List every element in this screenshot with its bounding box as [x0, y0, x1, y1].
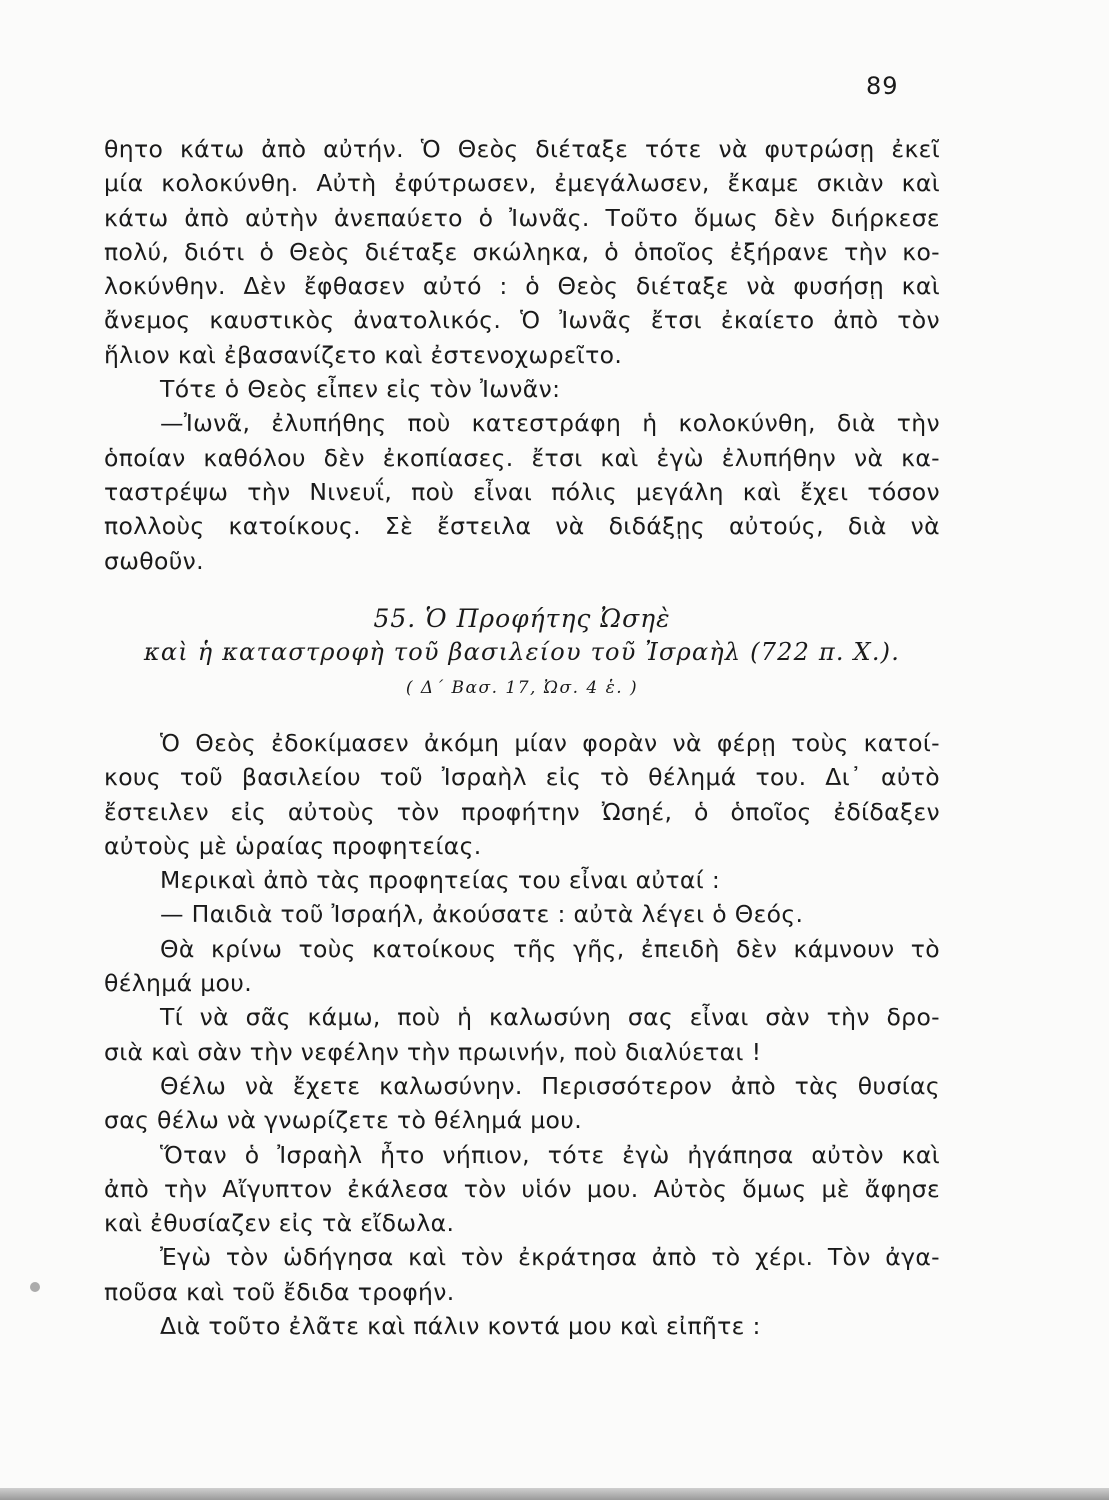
margin-smudge	[30, 1282, 40, 1292]
text-line: Θὰ κρίνω τοὺς κατοίκους τῆς γῆς, ἐπειδὴ δὲν κάμνουν τὸ	[160, 934, 940, 963]
text-line: λοκύνθην. Δὲν ἔφθασεν αὐτό : ὁ Θεὸς διέταξε νὰ φυσήσῃ καὶ	[104, 272, 940, 301]
text-line: σωθοῦν.	[104, 546, 204, 575]
text-line: πολλοὺς κατοίκους. Σὲ ἔστειλα νὰ διδάξῃς αὐτούς, διὰ νὰ	[104, 512, 940, 541]
text-line: ταστρέψω τὴν Νινευΐ, ποὺ εἶναι πόλις μεγάλη καὶ ἔχει τόσον	[104, 477, 940, 506]
text-line: ἔστειλεν εἰς αὐτοὺς τὸν προφήτην Ὠσηέ, ὁ ὁποῖος ἐδίδαξεν	[104, 797, 940, 826]
page-bottom-edge	[0, 1488, 1109, 1500]
text-line: μία κολοκύνθη. Αὐτὴ ἐφύτρωσεν, ἐμεγάλωσεν, ἔκαμε σκιὰν καὶ	[104, 169, 940, 198]
paragraph-block-2	[104, 726, 940, 1343]
text-line: Μερικαὶ ἀπὸ τὰς προφητείας του εἶναι αὐταί :	[160, 866, 721, 895]
text-line: ὁποίαν καθόλου δὲν ἐκοπίασες. ἔτσι καὶ ἐγὼ ἐλυπήθην νὰ κα-	[104, 443, 940, 472]
text-line: Θέλω νὰ ἔχετε καλωσύνην. Περισσότερον ἀπὸ τὰς θυσίας	[160, 1071, 940, 1100]
text-line: — Παιδιὰ τοῦ Ἰσραήλ, ἀκούσατε : αὐτὰ λέγει ὁ Θεός.	[160, 900, 804, 929]
text-line: θητο κάτω ἀπὸ αὐτήν. Ὁ Θεὸς διέταξε τότε νὰ φυτρώσῃ ἐκεῖ	[104, 135, 940, 163]
page-number: 89	[866, 72, 899, 100]
chapter-reference: ( Δ΄ Βασ. 17, Ὠσ. 4 ἑ. )	[405, 678, 639, 698]
text-line: αὐτοὺς μὲ ὡραίας προφητείας.	[104, 831, 482, 860]
chapter-subheading: καὶ ἡ καταστροφὴ τοῦ βασιλείου τοῦ Ἰσραὴλ (722 π. Χ.).	[143, 638, 901, 666]
text-line: —Ἰωνᾶ, ἐλυπήθης ποὺ κατεστράφη ἡ κολοκύνθη, διὰ τὴν	[160, 409, 940, 438]
text-line: θέλημά μου.	[104, 969, 253, 998]
text-line: Διὰ τοῦτο ἐλᾶτε καὶ πάλιν κοντά μου καὶ εἰπῆτε :	[160, 1312, 761, 1341]
text-line: κους τοῦ βασιλείου τοῦ Ἰσραὴλ εἰς τὸ θέλημά του. Δι᾿ αὐτὸ	[104, 763, 940, 792]
text-line: Ὅταν ὁ Ἰσραὴλ ἦτο νήπιον, τότε ἐγὼ ἠγάπησα αὐτὸν καὶ	[160, 1140, 940, 1169]
text-line: ἄνεμος καυστικὸς ἀνατολικός. Ὁ Ἰωνᾶς ἔτσι ἐκαίετο ἀπὸ τὸν	[104, 306, 940, 335]
paragraph-block-1	[104, 132, 940, 578]
chapter-heading: 55. Ὁ Προφήτης Ὠσηὲ	[373, 604, 671, 633]
text-line: Τότε ὁ Θεὸς εἶπεν εἰς τὸν Ἰωνᾶν:	[160, 375, 561, 404]
text-line: Ἐγὼ τὸν ὡδήγησα καὶ τὸν ἐκράτησα ἀπὸ τὸ χέρι. Τὸν ἀγα-	[160, 1243, 940, 1272]
text-line: ἀπὸ τὴν Αἴγυπτον ἐκάλεσα τὸν υἱόν μου. Αὐτὸς ὅμως μὲ ἄφησε	[104, 1174, 940, 1203]
text-line: ἥλιον καὶ ἐβασανίζετο καὶ ἐστενοχωρεῖτο.	[104, 340, 623, 369]
text-line: πολύ, διότι ὁ Θεὸς διέταξε σκώληκα, ὁ ὁποῖος ἐξήρανε τὴν κο-	[104, 237, 940, 266]
text-line: Ὁ Θεὸς ἐδοκίμασεν ἀκόμη μίαν φορὰν νὰ φέρῃ τοὺς κατοί-	[160, 729, 940, 757]
text-line: σιὰ καὶ σὰν τὴν νεφέλην τὴν πρωινήν, ποὺ διαλύεται !	[104, 1037, 762, 1066]
text-line: κάτω ἀπὸ αὐτὴν ἀνεπαύετο ὁ Ἰωνᾶς. Τοῦτο ὅμως δὲν διήρκεσε	[104, 203, 940, 232]
text-line: ποῦσα καὶ τοῦ ἔδιδα τροφήν.	[104, 1277, 455, 1306]
text-line: καὶ ἐθυσίαζεν εἰς τὰ εἴδωλα.	[104, 1209, 455, 1238]
text-line: σας θέλω νὰ γνωρίζετε τὸ θέλημά μου.	[104, 1106, 583, 1135]
text-line: Τί νὰ σᾶς κάμω, ποὺ ἡ καλωσύνη σας εἶναι σὰν τὴν δρο-	[160, 1003, 940, 1032]
